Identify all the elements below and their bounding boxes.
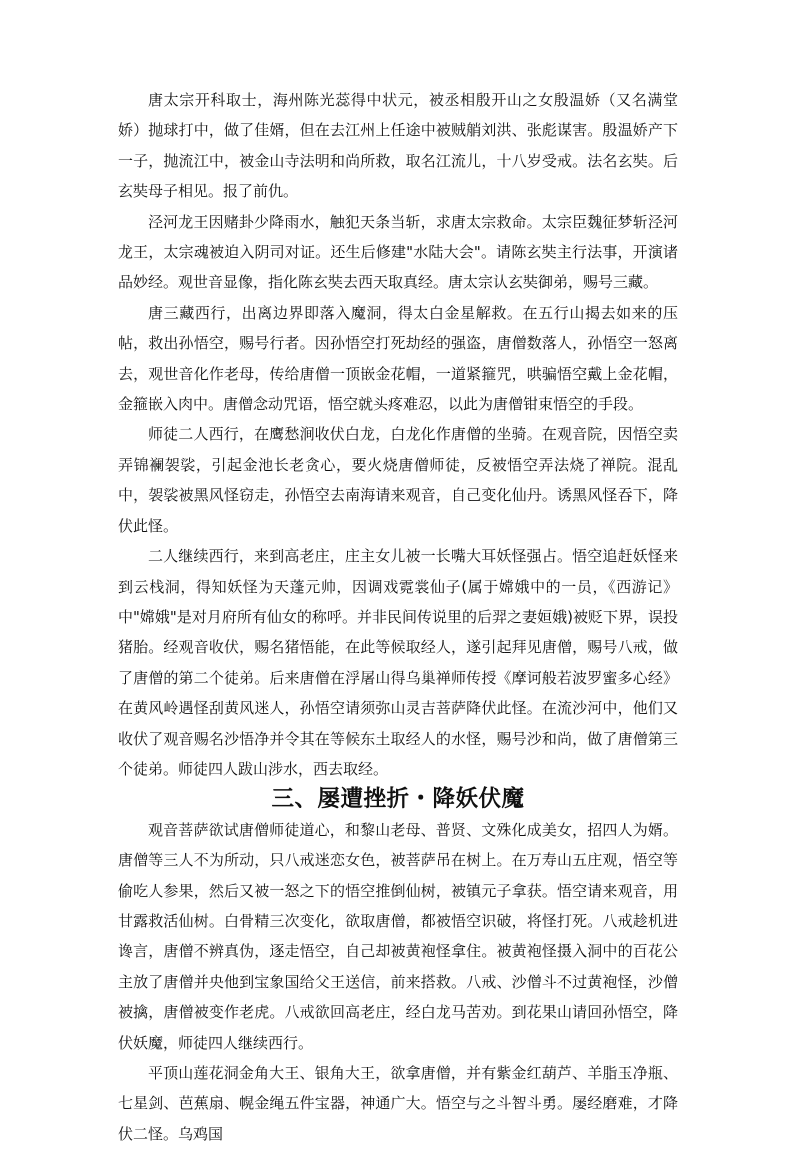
paragraph-4: 师徒二人西行，在鹰愁涧收伏白龙，白龙化作唐僧的坐骑。在观音院，因悟空卖弄锦襕袈裟，引起金池长老贪心，要火烧唐僧师徒，反被悟空弄法烧了禅院。混乱中，袈裟被黑风怪窃走，孙悟空去南海请来观音，自己变化仙丹。诱黑风怪吞下，降伏此怪。	[118, 425, 678, 535]
paragraph-6: 观音菩萨欲试唐僧师徒道心，和黎山老母、普贤、文殊化成美女，招四人为婿。唐僧等三人不为所动，只八戒迷恋女色，被菩萨吊在树上。在万寿山五庄观，悟空等偷吃人参果，然后又被一怒之下的悟空推倒仙树，被镇元子拿获。悟空请来观音，用甘露救活仙树。白骨精三次变化，欲取唐僧，都被悟空识破，将怪打死。八戒趁机进谗言，唐僧不辨真伪，逐走悟空，自己却被黄袍怪拿住。被黄袍怪摄入洞中的百花公主放了唐僧并央他到宝象国给父王送信，前来搭救。八戒、沙僧斗不过黄袍怪，沙僧被擒，唐僧被变作老虎。八戒欲回高老庄，经白龙马苦劝。到花果山请回孙悟空，降伏妖魔，师徒四人继续西行。	[118, 820, 678, 1052]
paragraph-3: 唐三藏西行，出离边界即落入魔洞，得太白金星解救。在五行山揭去如来的压帖，救出孙悟空，赐号行者。因孙悟空打死劫经的强盗，唐僧数落人，孙悟空一怒离去，观世音化作老母，传给唐僧一顶嵌金花帽，一道紧箍咒，哄骗悟空戴上金花帽，金箍嵌入肉中。唐僧念动咒语，悟空就头疼难忍，以此为唐僧钳束悟空的手段。	[118, 303, 678, 414]
paragraph-2: 泾河龙王因赌卦少降雨水，触犯天条当斩，求唐太宗救命。太宗臣魏征梦斩泾河龙王，太宗魂被迫入阴司对证。还生后修建"水陆大会"。请陈玄奘主行法事，开演诸品妙经。观世音显像，指化陈玄奘去西天取真经。唐太宗认玄奘御弟，赐号三藏。	[118, 212, 678, 292]
paragraph-7: 平顶山莲花洞金角大王、银角大王，欲拿唐僧，并有紫金红葫芦、羊脂玉净瓶、七星剑、芭蕉扇、幌金绳五件宝器，神通广大。悟空与之斗智斗勇。屡经磨难，才降伏二怪。乌鸡国	[118, 1064, 678, 1143]
section-heading: 三、屡遭挫折・降妖伏魔	[271, 786, 525, 813]
paragraph-5: 二人继续西行，来到高老庄，庄主女儿被一长嘴大耳妖怪强占。悟空追赶妖怪来到云栈洞，得知妖怪为天蓬元帅，因调戏霓裳仙子(属于嫦娥中的一员，《西游记》中"嫦娥"是对月府所有仙女的称呼。并非民间传说里的后羿之妻姮娥)被贬下界，误投猪胎。经观音收伏，赐名猪悟能，在此等候取经人，遂引起拜见唐僧，赐号八戒，做了唐僧的第二个徒弟。后来唐僧在浮屠山得乌巢禅师传授《摩诃般若波罗蜜多心经》 在黄风岭遇怪刮黄风迷人，孙悟空请须弥山灵吉菩萨降伏此怪。在流沙河中，他们又收伏了观音赐名沙悟净并令其在等候东土取经人的水怪，赐号沙和尚，做了唐僧第三个徒弟。师徒四人跋山涉水，西去取经。	[118, 547, 678, 778]
paragraph-1: 唐太宗开科取士，海州陈光蕊得中状元，被丞相殷开山之女殷温娇（又名满堂娇）抛球打中，做了佳婿，但在去江州上任途中被贼艄刘洪、张彪谋害。殷温娇产下一子，抛流江中，被金山寺法明和尚所救，取名江流儿，十八岁受戒。法名玄奘。后玄奘母子相见。报了前仇。	[118, 91, 678, 201]
document-page	[118, 85, 678, 1149]
